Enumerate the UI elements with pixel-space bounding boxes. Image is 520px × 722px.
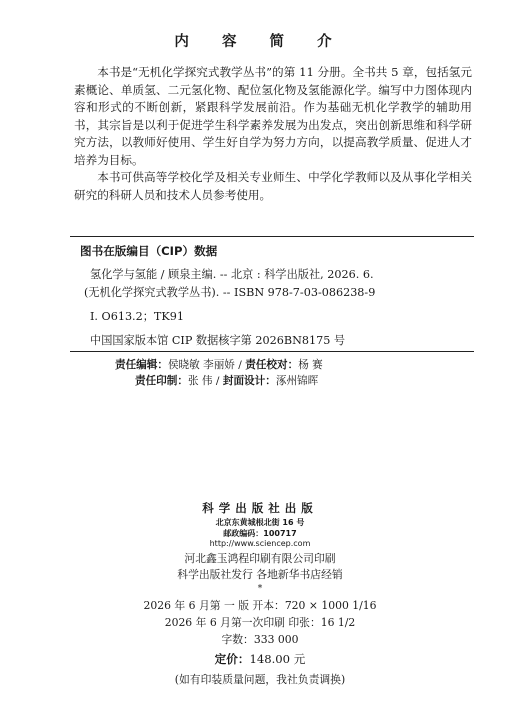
editor-label: 责任编辑：: [115, 359, 168, 371]
publisher-postcode: 邮政编码：100717: [223, 529, 297, 538]
word-count: 字数：333 000: [221, 633, 299, 646]
cip-class-line: Ⅰ. O613.2；TK91: [90, 310, 184, 323]
publisher-name: 科学出版社出版: [202, 501, 318, 515]
price-label: 定价：: [214, 652, 250, 666]
cip-heading: 图书在版编目（CIP）数据: [80, 244, 218, 258]
editor-names: 侯晓敏 李丽娇: [167, 359, 235, 371]
cip-entry-line: (无机化学探究式教学丛书). -- ISBN 978-7-03-086238-9: [84, 286, 376, 299]
cover-names: 涿州锦晖: [275, 375, 319, 387]
cip-bottom-rule: [70, 351, 474, 352]
price-value: 148.00 元: [249, 652, 306, 666]
separator-star: *: [257, 584, 263, 594]
edition-line: 2026 年 6 月第 一 版 开本：720 × 1000 1/16: [143, 599, 377, 612]
quality-notice: (如有印装质量问题，我社负责调换): [174, 673, 346, 686]
printing-line: 2026 年 6 月第一次印刷 印张：16 1/2: [164, 616, 356, 629]
cip-top-rule: [70, 236, 474, 237]
summary-body: [74, 64, 472, 204]
publisher-website: http://www.sciencep.com: [209, 539, 311, 548]
distribution-line: 科学出版社发行 各地新华书店经销: [177, 568, 343, 581]
credits-line-1: 责任编辑：侯晓敏 李丽娇 / 责任校对：杨 赛: [115, 359, 323, 371]
summary-paragraph: 本书是“无机化学探究式教学丛书”的第 11 分册。全书共 5 章，包括氢元素概论、单质氢、二元氢化物、配位氢化物及氢能源化学。编写中力图体现内容和形式的不断创新，紧跟科学发展前沿。作为基础无机化学教学的辅助用书，其宗旨是以利于促进学生科学素养发展为出发点，突出创新思维和科学研究方法，以教师好使用、学生好自学为努力方向，以提高教学质量、促进人才培养为目标。: [74, 65, 472, 167]
price-line: [0, 651, 520, 667]
summary-paragraph: 本书可供高等学校化学及相关专业师生、中学化学教师以及从事化学相关研究的科研人员和技术人员参考使用。: [74, 170, 472, 202]
cip-record-number: 中国国家版本馆 CIP 数据核字第 2026BN8175 号: [90, 334, 346, 347]
proof-names: 杨 赛: [298, 359, 323, 371]
print-label: 责任印制：: [135, 375, 188, 387]
proof-label: 责任校对：: [245, 359, 299, 371]
printer-line: 河北鑫玉鸿程印刷有限公司印刷: [184, 552, 336, 565]
summary-title: 内 容 简 介: [174, 34, 346, 50]
cover-label: 封面设计：: [222, 375, 276, 387]
print-names: 张 伟: [187, 375, 213, 387]
cip-entry-line: 氢化学与氢能 / 顾泉主编. -- 北京 : 科学出版社, 2026. 6.: [90, 268, 374, 281]
credits-line-2: 责任印制：张 伟 / 封面设计：涿州锦晖: [135, 375, 319, 387]
publisher-address: 北京东黄城根北街 16 号: [215, 518, 305, 527]
